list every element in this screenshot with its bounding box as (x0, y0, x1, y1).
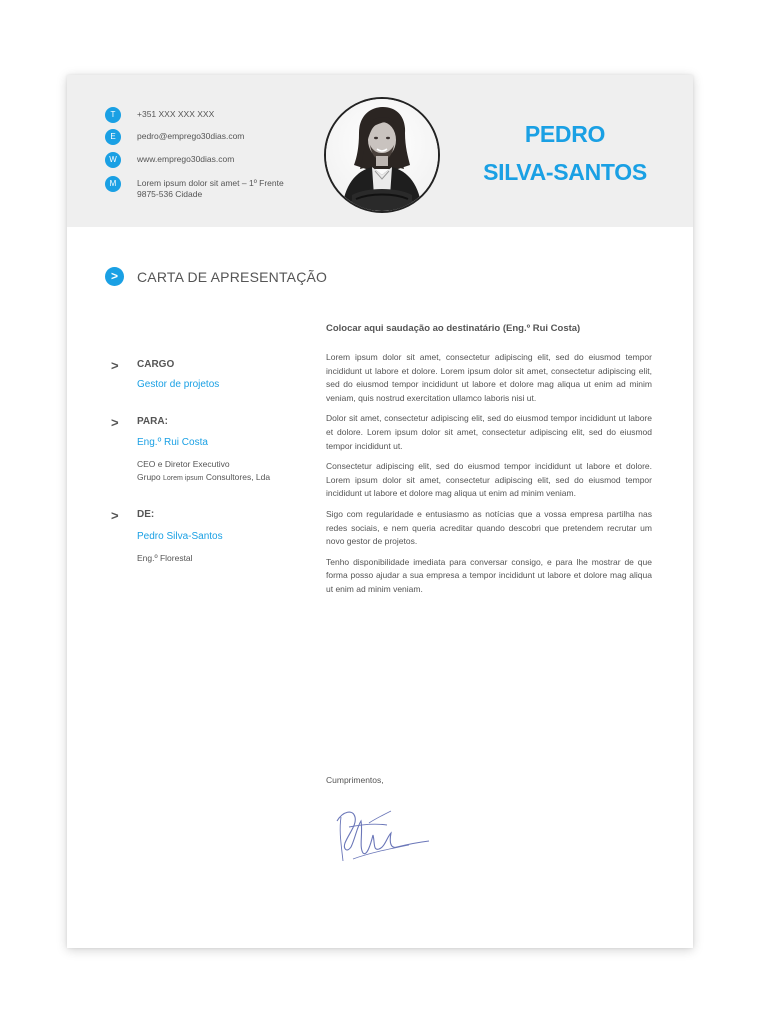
profile-photo (324, 97, 440, 213)
address-line-1: Lorem ipsum dolor sit amet – 1º Frente (137, 178, 284, 188)
name-last: SILVA-SANTOS (483, 159, 647, 185)
letter-paragraph: Lorem ipsum dolor sit amet, consectetur adipiscing elit, sed do eiusmod tempor incididunt ut labore et dolore. Lorem ipsum dolor sit amet, consectetur adipiscing elit, sed do eiusmod tempor incididunt ut labore et dolore mag aliqua ut enim ad minim veniam, quis nostrud exercitation ullamco laboris nisi ut. (326, 352, 652, 403)
website-text: www.emprego30dias.com (137, 154, 235, 164)
company-prefix: Grupo (137, 472, 161, 482)
profile-photo-image (326, 99, 438, 211)
contact-address (105, 176, 284, 200)
contact-email (105, 129, 244, 145)
letter-paragraph: Dolor sit amet, consectetur adipiscing elit, sed do eiusmod tempor incididunt ut labore et dolore. Lorem ipsum dolor sit amet, consectetur adipiscing elit, sed do eiusmod tempor incididunt ut. (326, 413, 652, 451)
arrow-icon: > (111, 358, 119, 373)
name-first: PEDRO (524, 121, 606, 147)
recipient-name: Eng.º Rui Costa (137, 437, 208, 448)
salutation: Colocar aqui saudação ao destinatário (Eng.º Rui Costa) (326, 323, 581, 334)
recipient-company (137, 471, 270, 485)
section-title: CARTA DE APRESENTAÇÃO (137, 269, 328, 285)
cargo-label: CARGO (137, 359, 175, 370)
letter-body (326, 323, 652, 604)
address-line-2: 9875-536 Cidade (137, 189, 203, 199)
arrow-icon: > (111, 415, 119, 430)
header-band (67, 75, 693, 227)
de-label: DE: (137, 509, 155, 520)
signature (329, 803, 439, 873)
contact-website (105, 152, 234, 168)
sender-name: Pedro Silva-Santos (137, 531, 223, 542)
letter-paragraph: Sigo com regularidade e entusiasmo as notícias que a vossa empresa partilha nas redes sociais, e nem queria acreditar quando descobri que pretendem recrutar um novo gestor de projetos. (326, 508, 652, 547)
para-label: PARA: (137, 416, 168, 427)
cover-letter-page (67, 75, 693, 948)
recipient-role: CEO e Diretor Executivo (137, 459, 230, 469)
chevron-right-icon: > (105, 267, 124, 286)
arrow-icon: > (111, 508, 119, 523)
address-icon: M (105, 176, 121, 192)
letter-paragraph: Consectetur adipiscing elit, sed do eiusmod tempor incididunt ut labore et dolore. Lorem ipsum dolor sit amet, consectetur adipiscing elit, sed do eiusmod tempor incididunt ut labore et dolore mag aliqua ut enim ad minim veniam. (326, 461, 652, 499)
candidate-name (447, 115, 683, 191)
sender-role: Eng.º Florestal (137, 553, 193, 563)
closing: Cumprimentos, (326, 775, 384, 785)
company-small: Lorem ipsum (163, 475, 204, 482)
web-icon: W (105, 152, 121, 168)
company-suffix: Consultores, Lda (205, 472, 271, 482)
address-text (137, 176, 284, 200)
letter-paragraph: Tenho disponibilidade imediata para conversar consigo, e para lhe mostrar de que forma posso ajudar a sua empresa a tempor incididunt ut labore et dolore mag aliqua ut enim ad minim veniam. (326, 556, 652, 594)
cargo-value: Gestor de projetos (137, 379, 220, 390)
phone-text: +351 XXX XXX XXX (137, 109, 215, 119)
email-icon: E (105, 129, 121, 145)
contact-phone (105, 107, 214, 123)
email-text: pedro@emprego30dias.com (137, 131, 245, 141)
phone-icon: T (105, 107, 121, 123)
